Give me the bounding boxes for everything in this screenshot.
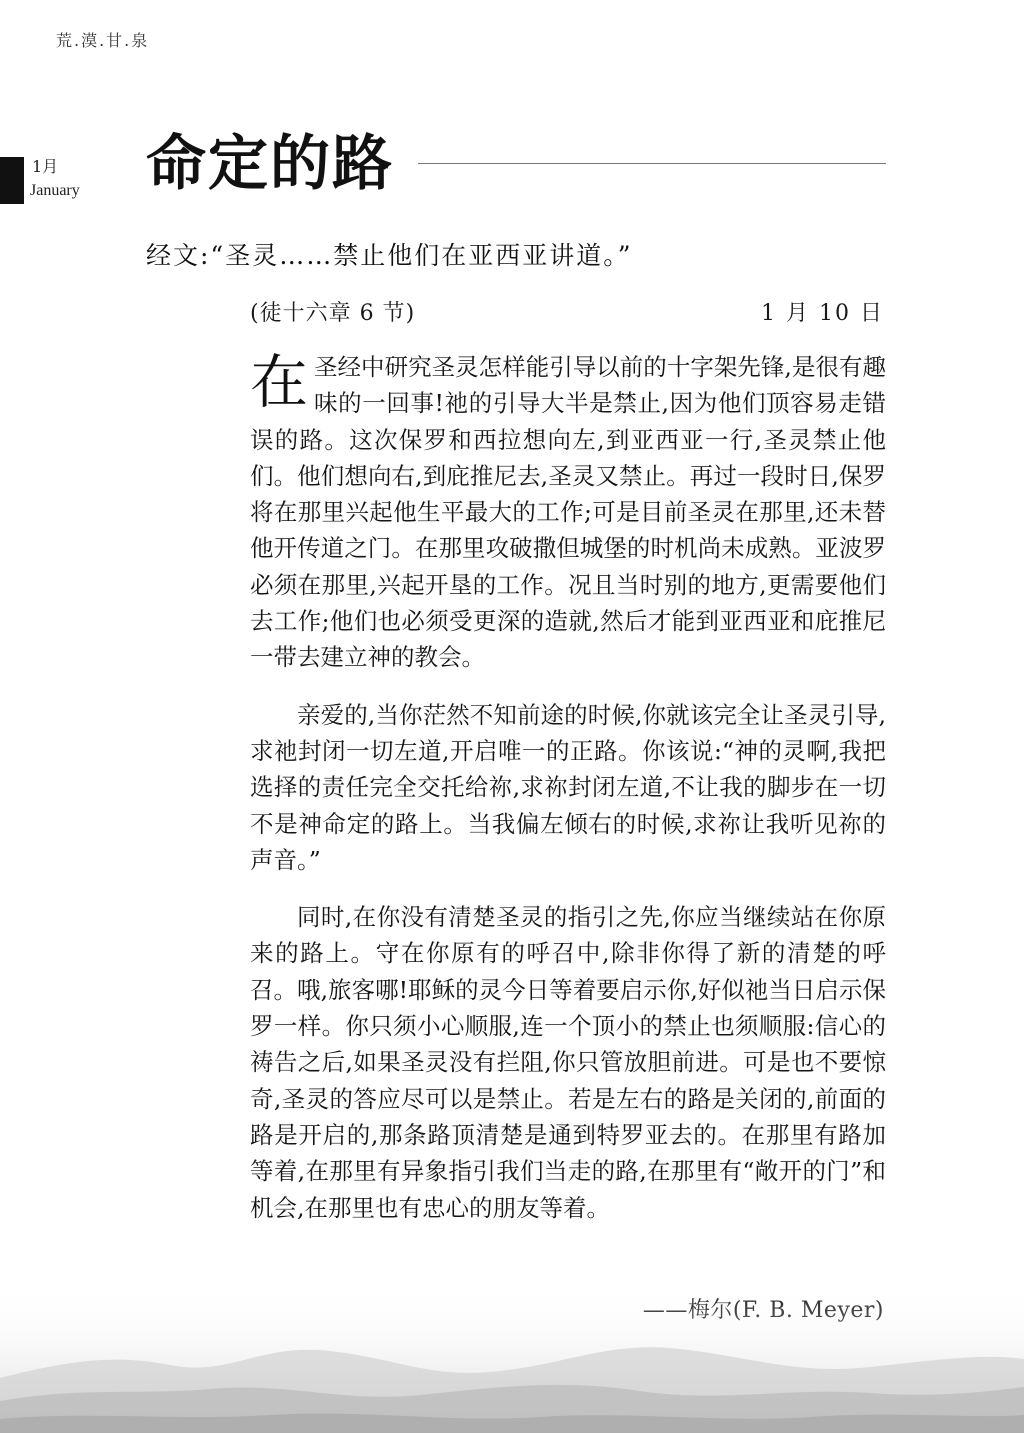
paragraph-2: 亲爱的,当你茫然不知前途的时候,你就该完全让圣灵引导,求祂封闭一切左道,开启唯一的正路。你该说:“神的灵啊,我把选择的责任完全交托给祢,求祢封闭左道,不让我的脚步在一切不是神命定的路上。当我偏左倾右的时候,求祢让我听见祢的声音。” [250, 700, 886, 874]
scripture-verse: 经文:“圣灵……禁止他们在亚西亚讲道。” [146, 241, 633, 270]
desert-landscape-illustration [0, 1283, 1024, 1433]
month-tab-marker [0, 157, 24, 204]
entry-date: 1 月 10 日 [761, 301, 884, 326]
paragraph-1 [250, 349, 886, 676]
drop-cap: 在 [250, 348, 309, 416]
scripture-reference: (徒十六章 6 节) [250, 301, 416, 326]
page-title: 命定的路 [146, 129, 394, 199]
devotional-body [250, 349, 886, 1247]
month-label-cn: 1月 [32, 157, 59, 176]
title-rule [418, 163, 886, 164]
running-head: 荒.漠.甘.泉 [56, 31, 150, 50]
paragraph-1-text: 圣经中研究圣灵怎样能引导以前的十字架先锋,是很有趣味的一回事!祂的引导大半是禁止,因为他们顶容易走错误的路。这次保罗和西拉想向左,到亚西亚一行,圣灵禁止他们。他们想向右,到庇推尼去,圣灵又禁止。再过一段时日,保罗将在那里兴起他生平最大的工作;可是目前圣灵在那里,还未替他开传道之门。在那里攻破撒但城堡的时机尚未成熟。亚波罗必须在那里,兴起开垦的工作。况且当时别的地方,更需要他们去工作;他们也必须受更深的造就,然后才能到亚西亚和庇推尼一带去建立神的教会。 [250, 353, 886, 672]
month-label-en: January [30, 182, 80, 199]
paragraph-3: 同时,在你没有清楚圣灵的指引之先,你应当继续站在你原来的路上。守在你原有的呼召中,除非你得了新的清楚的呼召。哦,旅客哪!耶稣的灵今日等着要启示你,好似祂当日启示保罗一样。你只须小心顺服,连一个顶小的禁止也须顺服:信心的祷告之后,如果圣灵没有拦阻,你只管放胆前进。可是也不要惊奇,圣灵的答应尽可以是禁止。若是左右的路是关闭的,前面的路是开启的,那条路顶清楚是通到特罗亚去的。在那里有路加等着,在那里有异象指引我们当走的路,在那里有“敞开的门”和机会,在那里也有忠心的朋友等着。 [250, 903, 886, 1222]
